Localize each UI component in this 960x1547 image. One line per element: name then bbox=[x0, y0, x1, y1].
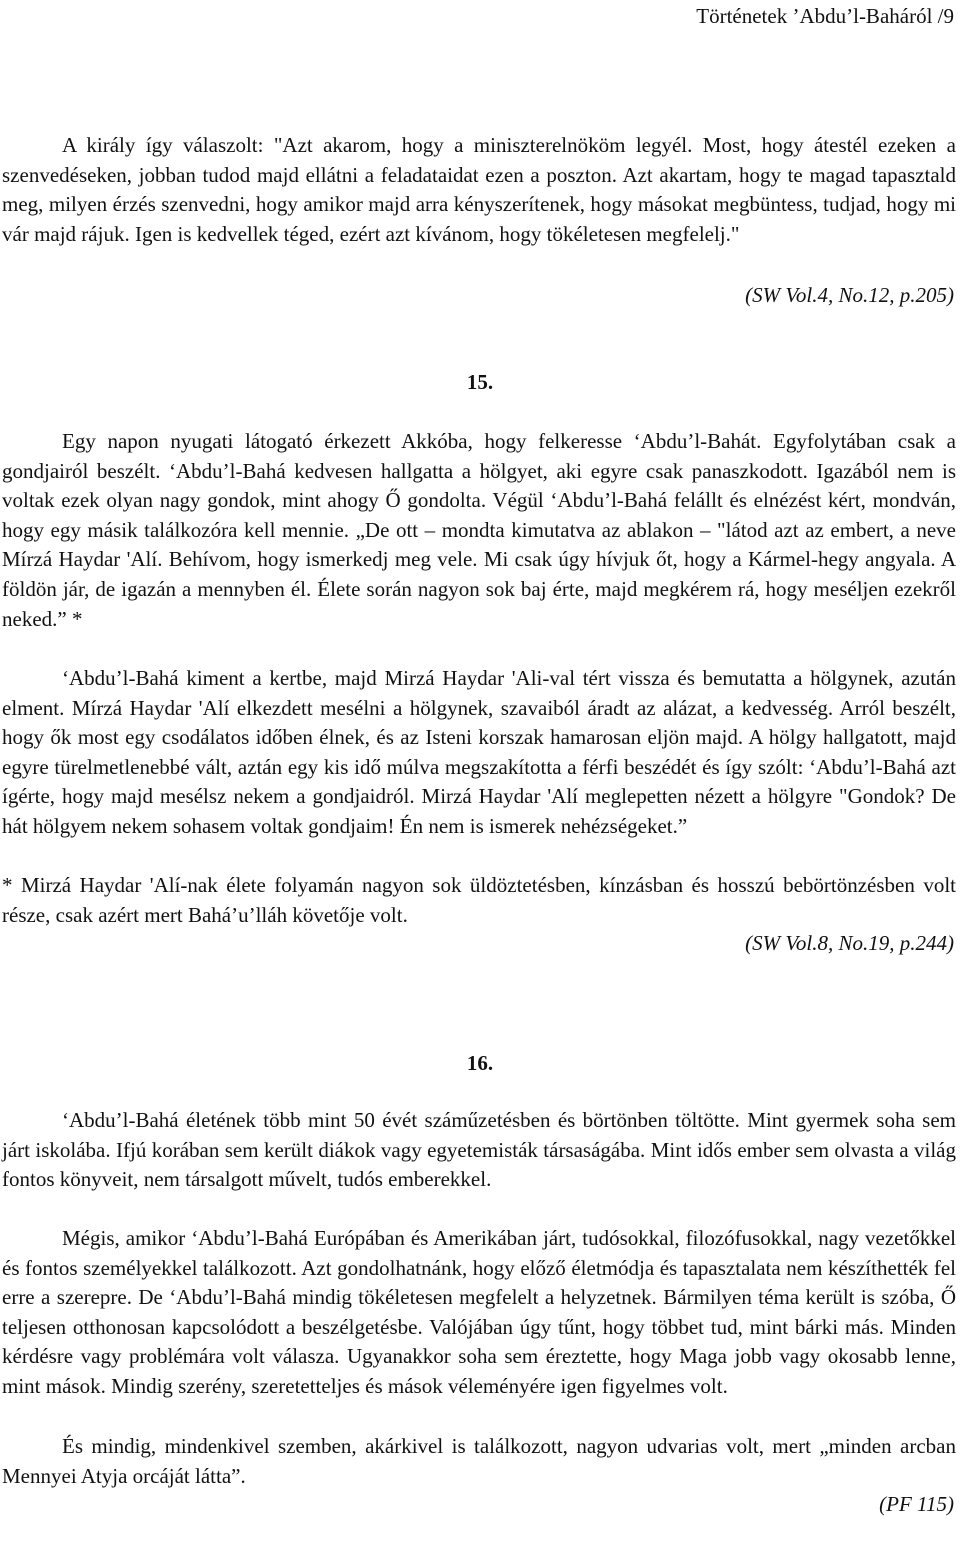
story-15-footnote: * Mirzá Haydar 'Alí-nak élete folyamán nagyon sok üldöztetésben, kínzásban és hosszú bebörtönzésben volt része, csak azért mert Bahá’u’lláh követője volt. bbox=[2, 873, 956, 927]
story-14-closing-paragraph: A király így válaszolt: "Azt akarom, hogy a miniszterelnököm legyél. Most, hogy átestél ezeken a szenvedéseken, jobban tudod majd ellátni a feladataidat ezen a poszton. Azt akartam, hogy te magad tapasztald meg, milyen érzés szenvedni, hogy amikor majd arra kényszerítenek, hogy másokat megbüntess, tudjad, hogy mi vár majd rájuk. Igen is kedvellek téged, ezért azt kívánom, hogy tökéletesen megfelelj." bbox=[2, 133, 956, 246]
story-15-citation: (SW Vol.8, No.19, p.244) bbox=[745, 931, 954, 955]
story-16-paragraph-2: Mégis, amikor ‘Abdu’l-Bahá Európában és Amerikában járt, tudósokkal, filozófusokkal, nagy vezetőkkel és fontos személyekkel találkozott. Azt gondolhatnánk, hogy előző életmódja és tapasztalata nem készíthették fel erre a szerepre. De ‘Abdu’l-Bahá mindig tökéletesen megfelelt a helyzetnek. Bármilyen téma került is szóba, Ő teljesen otthonosan kapcsolódott a beszélgetésbe. Valójában úgy tűnt, hogy többet tud, mint bárki más. Minden kérdésre vagy problémára volt válasza. Ugyanakkor soha sem éreztette, hogy Maga jobb vagy okosabb lenne, mint mások. Mindig szerény, szeretetteljes és mások véleményére igen figyelmes volt. bbox=[2, 1226, 956, 1398]
running-header: Történetek ’Abdu’l-Baháról /9 bbox=[696, 4, 954, 28]
story-15-number: 15. bbox=[466, 370, 494, 394]
story-16-paragraph-1: ‘Abdu’l-Bahá életének több mint 50 évét száműzetésben és börtönben töltötte. Mint gyermek soha sem járt iskolába. Ifjú korában sem került diákok vagy egyetemisták társaságába. Mint idős ember sem olvasta a világ fontos könyveit, nem társalgott művelt, tudós emberekkel. bbox=[2, 1108, 956, 1192]
story-16-paragraph-3: És mindig, mindenkivel szemben, akárkivel is találkozott, nagyon udvarias volt, mert „minden arcban Mennyei Atyja orcáját látta”. bbox=[2, 1434, 956, 1488]
story-15-paragraph-2: ‘Abdu’l-Bahá kiment a kertbe, majd Mirzá Haydar 'Ali-val tért vissza és bemutatta a hölgynek, azután elment. Mírzá Haydar 'Alí elkezdett mesélni a hölgynek, szavaiból áradt az alázat, a kedvesség. Arról beszélt, hogy ők most egy csodálatos időben élnek, és az Isteni korszak hamarosan eljön majd. A hölgy hallgatott, majd egyre türelmetlenebbé vált, aztán egy kis idő múlva megszakította a férfi beszédét és így szólt: ‘Abdu’l-Bahá azt ígérte, hogy majd mesélsz nekem a gondjaidról. Mirzá Haydar 'Alí meglepetten nézett a hölgyre "Gondok? De hát hölgyem nekem sohasem voltak gondjaim! Én nem is ismerek nehézségeket.” bbox=[2, 666, 956, 838]
story-16-citation: (PF 115) bbox=[879, 1492, 954, 1516]
story-15-paragraph-1: Egy napon nyugati látogató érkezett Akkóba, hogy felkeresse ‘Abdu’l-Bahát. Egyfolytában csak a gondjairól beszélt. ‘Abdu’l-Bahá kedvesen hallgatta a hölgyet, aki egyre csak panaszkodott. Igazából nem is voltak ezek olyan nagy gondok, mint ahogy Ő gondolta. Végül ‘Abdu’l-Bahá felállt és elnézést kért, mondván, hogy egy másik találkozóra kell mennie. „De ott – mondta kimutatva az ablakon – "látod azt az embert, a neve Mírzá Haydar 'Alí. Behívom, hogy ismerkedj meg vele. Mi csak úgy hívjuk őt, hogy a Kármel-hegy angyala. A földön jár, de igazán a mennyben él. Élete során nagyon sok baj érte, majd megkérem rá, hogy meséljen ezekről neked.” * bbox=[2, 429, 956, 631]
story-14-citation: (SW Vol.4, No.12, p.205) bbox=[745, 283, 954, 307]
story-16-number: 16. bbox=[466, 1051, 494, 1075]
